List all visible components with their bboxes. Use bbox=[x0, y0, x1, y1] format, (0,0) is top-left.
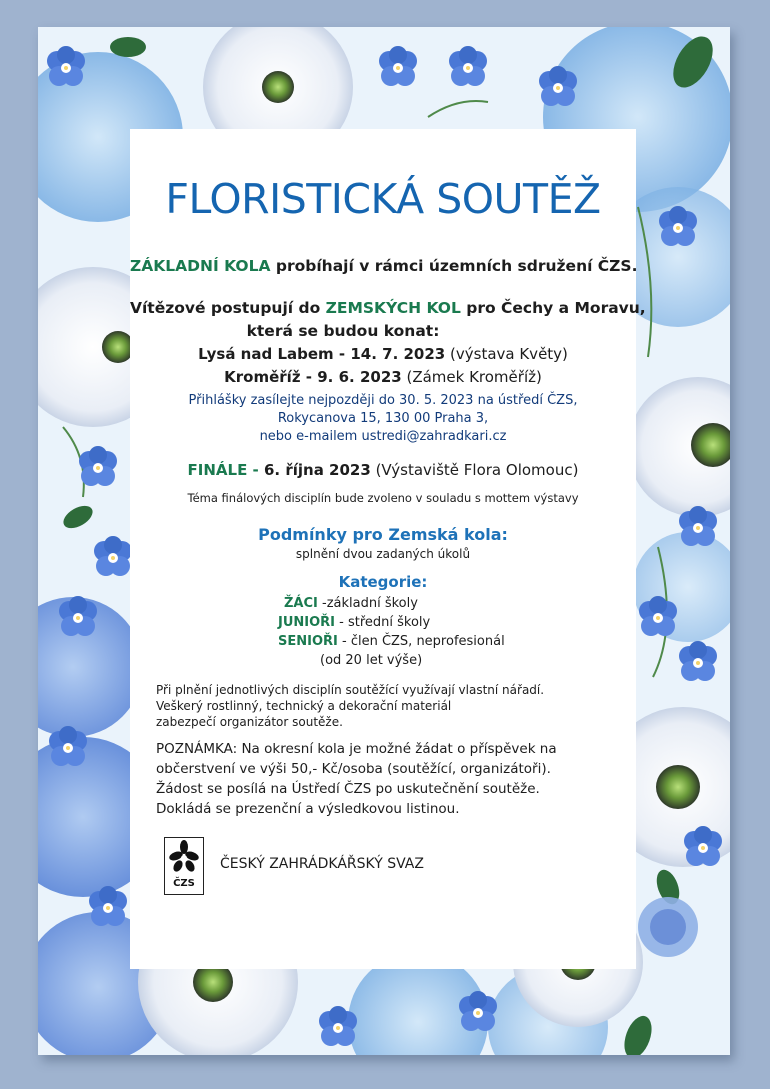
conditions-text: splnění dvou zadaných úkolů bbox=[295, 547, 471, 561]
remark-line-1: POZNÁMKA: Na okresní kola je možné žádat o příspěvek na bbox=[156, 741, 557, 757]
conditions-heading: Podmínky pro Zemská kola: bbox=[258, 525, 508, 544]
category-name: SENIOŘI bbox=[278, 634, 338, 649]
poster bbox=[38, 27, 730, 1055]
basic-rounds-highlight: ZÁKLADNÍ KOLA bbox=[130, 257, 271, 275]
venue-kromeriz-date: Kroměříž - 9. 6. 2023 bbox=[224, 368, 402, 386]
venue-lysa-date: Lysá nad Labem - 14. 7. 2023 bbox=[198, 345, 446, 363]
page-title: FLORISTICKÁ SOUTĚŽ bbox=[165, 175, 601, 223]
remark-line-4: Dokládá se prezenční a výsledkovou listinou. bbox=[156, 801, 460, 817]
venue-kromeriz bbox=[130, 368, 636, 386]
category-item bbox=[278, 634, 730, 649]
czs-logo bbox=[164, 837, 204, 895]
category-desc: - člen ČZS, neprofesionál bbox=[337, 634, 505, 649]
final-note: Téma finálových disciplín bude zvoleno v souladu s mottem výstavy bbox=[187, 491, 579, 505]
remark-line-3: Žádost se posílá na Ústředí ČZS po uskutečnění soutěže. bbox=[156, 781, 540, 797]
category-item bbox=[278, 615, 730, 630]
venue-lysa bbox=[130, 345, 636, 363]
venue-lysa-note: (výstava Květy) bbox=[445, 345, 568, 363]
logo-text: ČZS bbox=[173, 878, 195, 889]
regional-text-a: Vítězové postupují do bbox=[130, 299, 326, 317]
final-label: FINÁLE - bbox=[187, 461, 264, 479]
category-name: ŽÁCI bbox=[284, 596, 318, 611]
intro-text: probíhají v rámci územních sdružení ČZS. bbox=[270, 257, 638, 275]
organization-name: ČESKÝ ZAHRÁDKÁŘSKÝ SVAZ bbox=[220, 856, 424, 872]
content-card bbox=[130, 129, 646, 969]
venue-kromeriz-note: (Zámek Kroměříž) bbox=[401, 368, 542, 386]
applications-line-1: Přihlášky zasílejte nejpozději do 30. 5. 2023 na ústředí ČZS, bbox=[188, 393, 578, 408]
applications-line-2: Rokycanova 15, 130 00 Praha 3, bbox=[277, 411, 489, 426]
tools-note-line-1: Při plnění jednotlivých disciplín soutěžící využívají vlastní nářadí. bbox=[156, 683, 545, 697]
regional-text-2: která se budou konat: bbox=[246, 322, 440, 340]
tools-note-line-2: Veškerý rostlinný, technický a dekorační materiál bbox=[156, 699, 452, 713]
intro-line bbox=[130, 257, 636, 275]
category-desc: - střední školy bbox=[335, 615, 431, 630]
final-date: 6. října 2023 bbox=[264, 461, 371, 479]
category-age-note: (od 20 let výše) bbox=[320, 653, 423, 668]
flower-logo-icon bbox=[165, 838, 203, 878]
regional-line-1 bbox=[130, 299, 646, 317]
regional-rounds-highlight: ZEMSKÝCH KOL bbox=[325, 299, 461, 317]
applications-line-3: nebo e-mailem ustredi@zahradkari.cz bbox=[259, 429, 507, 444]
final-line bbox=[130, 461, 636, 479]
regional-text-b: pro Čechy a Moravu, bbox=[460, 299, 646, 317]
category-item bbox=[284, 596, 730, 611]
sea-holly bbox=[638, 897, 698, 957]
regional-line-2 bbox=[90, 322, 596, 340]
categories-heading: Kategorie: bbox=[338, 573, 428, 591]
category-name: JUNIOŘI bbox=[278, 615, 336, 630]
tools-note-line-3: zabezpečí organizátor soutěže. bbox=[156, 715, 343, 729]
remark-line-2: občerstvení ve výši 50,- Kč/osoba (soutěžící, organizátoři). bbox=[156, 761, 551, 777]
final-place: (Výstaviště Flora Olomouc) bbox=[370, 461, 579, 479]
category-desc: -základní školy bbox=[317, 596, 418, 611]
